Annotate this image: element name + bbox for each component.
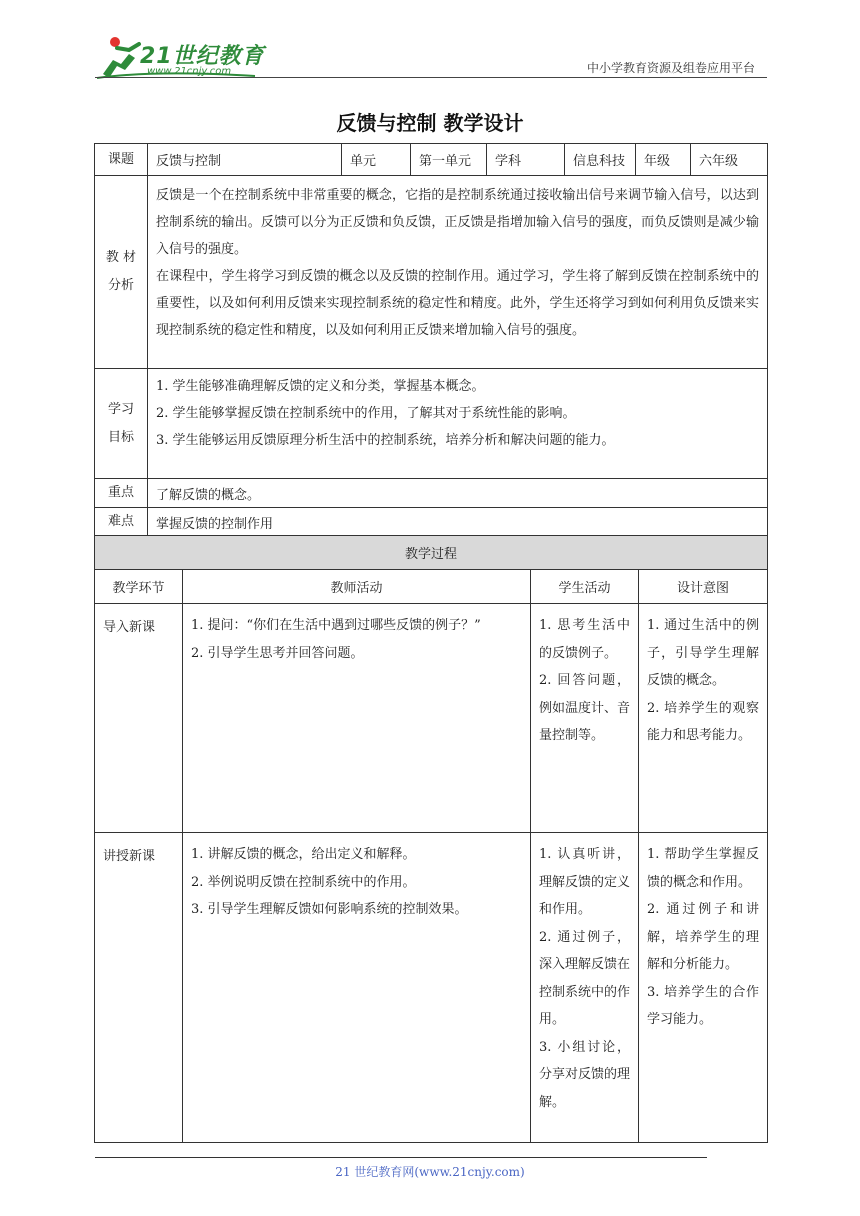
student-activity-item: 2. 回答问题，例如温度计、音量控制等。 — [539, 673, 631, 743]
teaching-process-table — [94, 535, 768, 1143]
design-intent-item: 2. 培养学生的观察能力和思考能力。 — [647, 700, 760, 743]
teacher-activity-item: 1. 提问：“你们在生活中遇到过哪些反馈的例子？” — [191, 618, 481, 633]
design-intent-item: 1. 帮助学生掌握反馈的概念和作用。 — [647, 847, 760, 890]
design-intent-item: 1. 通过生活中的例子，引导学生理解反馈的概念。 — [647, 618, 760, 688]
teacher-activity-item: 2. 引导学生思考并回答问题。 — [191, 645, 364, 661]
lesson-info-table — [94, 143, 768, 537]
student-activity-item: 2. 通过例子，深入理解反馈在控制系统中的作用。 — [539, 929, 631, 1027]
goals-label-line2: 目标 — [107, 429, 134, 445]
analysis-paragraph-2: 在课程中，学生将学习到反馈的概念以及反馈的控制作用。通过学习，学生将了解到反馈在控制系统中的重要性，以及如何利用反馈来实现控制系统的稳定性和精度。此外，学生还将学习到如何利用负反馈来实现控制系统的稳定性和精度，以及如何利用正反馈来增加输入信号的强度。 — [156, 269, 759, 338]
column-header-stage: 教学环节 — [95, 570, 183, 604]
analysis-content — [148, 176, 768, 369]
difficulty-value: 掌握反馈的控制作用 — [148, 508, 768, 537]
analysis-label — [95, 176, 148, 369]
document-title: 反馈与控制 教学设计 — [336, 111, 524, 135]
grade-value: 六年级 — [691, 144, 768, 176]
topic-value: 反馈与控制 — [148, 144, 342, 176]
column-header-intent: 设计意图 — [639, 570, 768, 604]
grade-label: 年级 — [636, 144, 691, 176]
footer-divider — [95, 1157, 707, 1158]
topic-row — [95, 144, 768, 176]
stage-cell: 导入新课 — [95, 604, 183, 833]
unit-label: 单元 — [342, 144, 411, 176]
goals-label — [95, 369, 148, 479]
goal-item: 3. 学生能够运用反馈原理分析生活中的控制系统，培养分析和解决问题的能力。 — [156, 433, 615, 448]
unit-value: 第一单元 — [411, 144, 487, 176]
key-point-row — [95, 479, 768, 508]
student-activity-item: 3. 小组讨论，分享对反馈的理解。 — [539, 1039, 631, 1110]
difficulty-label: 难点 — [95, 508, 148, 537]
design-intent-cell — [639, 604, 768, 833]
analysis-label-line1: 教 材 — [105, 250, 137, 265]
key-point-value: 了解反馈的概念。 — [148, 479, 768, 508]
student-activity-cell — [531, 604, 639, 833]
stage-cell: 讲授新课 — [95, 833, 183, 1143]
header-divider — [95, 77, 767, 78]
footer-link[interactable]: 21 世纪教育网(www.21cnjy.com) — [335, 1165, 525, 1179]
analysis-paragraph-1: 反馈是一个在控制系统中非常重要的概念，它指的是控制系统通过接收输出信号来调节输入信号，以达到控制系统的输出。反馈可以分为正反馈和负反馈，正反馈是指增加输入信号的强度，而负反馈则是减少输入信号的强度。 — [156, 188, 759, 257]
teacher-activity-cell — [183, 833, 531, 1143]
goal-item: 2. 学生能够掌握反馈在控制系统中的作用，了解其对于系统性能的影响。 — [156, 406, 576, 421]
student-activity-cell — [531, 833, 639, 1143]
logo-url: www.21cnjy.com — [147, 66, 232, 77]
teacher-activity-item: 3. 引导学生理解反馈如何影响系统的控制效果。 — [191, 902, 468, 917]
subject-label: 学科 — [487, 144, 565, 176]
teacher-activity-cell — [183, 604, 531, 833]
process-row-intro — [95, 604, 768, 833]
goals-content — [148, 369, 768, 479]
logo-text: 21世纪教育 — [140, 44, 265, 69]
difficulty-row — [95, 508, 768, 537]
column-header-teacher: 教师活动 — [183, 570, 531, 604]
platform-name: 中小学教育资源及组卷应用平台 — [586, 61, 755, 75]
topic-label: 课题 — [95, 144, 148, 176]
analysis-label-line2: 分析 — [107, 278, 134, 293]
goals-label-line1: 学习 — [107, 401, 134, 417]
subject-value: 信息科技 — [565, 144, 636, 176]
design-intent-cell — [639, 833, 768, 1143]
design-intent-item: 2. 通过例子和讲解，培养学生的理解和分析能力。 — [647, 902, 760, 972]
process-title: 教学过程 — [95, 536, 768, 570]
student-activity-item: 1. 思考生活中的反馈例子。 — [539, 618, 630, 661]
goals-row — [95, 369, 768, 479]
process-header-row — [95, 570, 768, 604]
process-title-row — [95, 536, 768, 570]
student-activity-item: 1. 认真听讲，理解反馈的定义和作用。 — [539, 847, 631, 917]
teacher-activity-item: 1. 讲解反馈的概念，给出定义和解释。 — [191, 847, 416, 862]
key-point-label: 重点 — [95, 479, 148, 508]
process-row-new-lesson — [95, 833, 768, 1143]
teacher-activity-item: 2. 举例说明反馈在控制系统中的作用。 — [191, 874, 416, 890]
analysis-row — [95, 176, 768, 369]
column-header-student: 学生活动 — [531, 570, 639, 604]
goal-item: 1. 学生能够准确理解反馈的定义和分类，掌握基本概念。 — [156, 379, 485, 394]
design-intent-item: 3. 培养学生的合作学习能力。 — [647, 984, 760, 1027]
